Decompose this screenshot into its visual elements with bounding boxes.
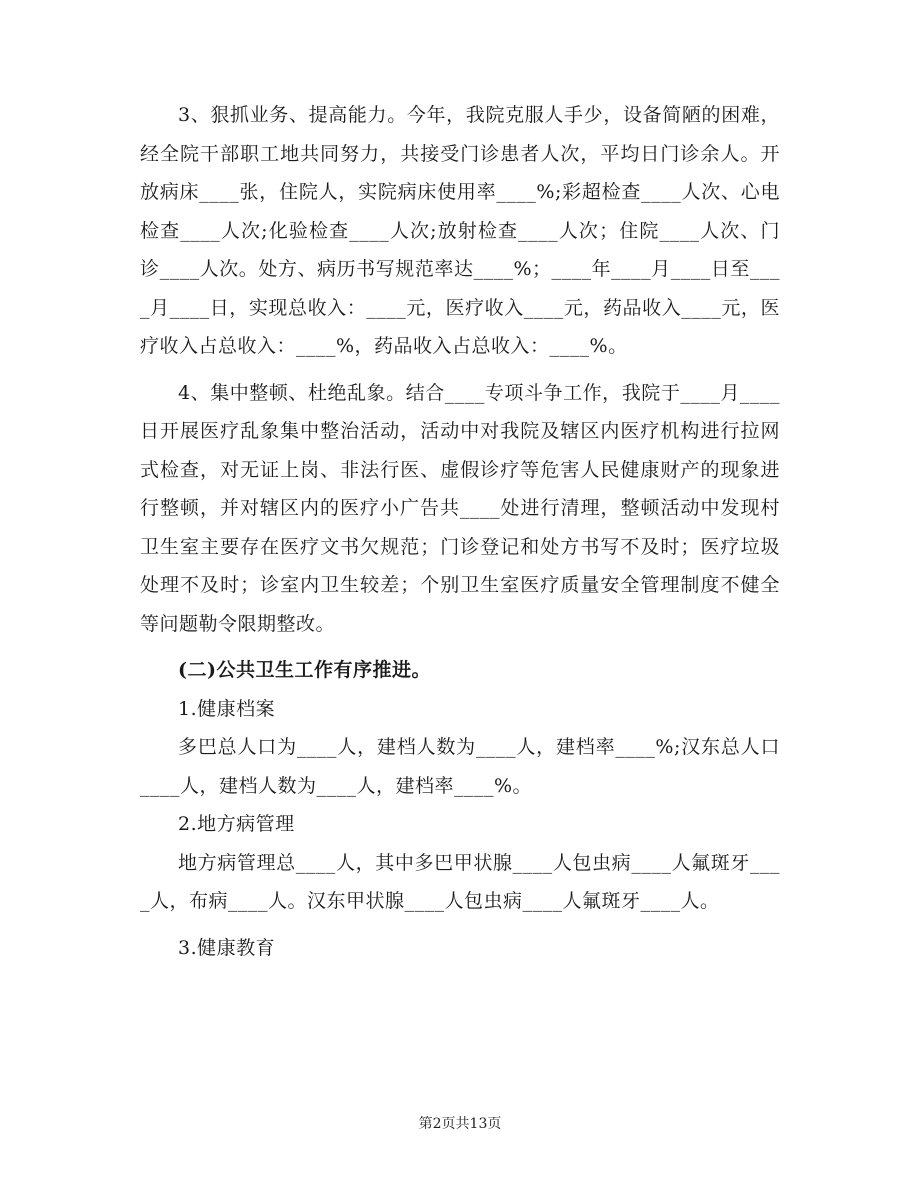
paragraph-health-records: 多巴总人口为____人，建档人数为____人，建档率____%;汉东总人口____人，建档人数为____人，建档率____%。 (140, 736, 780, 797)
document-body (140, 96, 780, 967)
subheading-health-records: 1.健康档案 (178, 697, 276, 720)
paragraph-item-4: 4、集中整顿、杜绝乱象。结合____专项斗争工作，我院于____月____日开展医疗乱象集中整治活动，活动中对我院及辖区内医疗机构进行拉网式检查，对无证上岗、非法行医、虚假诊疗等危害人民健康财产的现象进行整顿，并对辖区内的医疗小广告共____处进行清理，整顿活动中发现村卫生室主要存在医疗文书欠规范；门诊登记和处方书写不及时；医疗垃圾处理不及时；诊室内卫生较差；个别卫生室医疗质量安全管理制度不健全等问题勒令限期整改。 (140, 381, 780, 635)
subheading-health-education: 3.健康教育 (178, 936, 276, 959)
subheading-endemic-disease: 2.地方病管理 (178, 813, 295, 835)
paragraph-item-3: 3、狠抓业务、提高能力。今年，我院克服人手少，设备简陋的困难，经全院干部职工地共同努力，共接受门诊患者人次，平均日门诊余人。开放病床____张，住院人，实院病床使用率____%;彩超检查____人次、心电检查____人次;化验检查____人次;放射检查____人次；住院____人次、门诊____人次。处方、病历书写规范率达____%；____年____月____日至____月____日，实现总收入：____元，医疗收入____元，药品收入____元，医疗收入占总收入：____%，药品收入占总收入：____%。 (140, 104, 780, 357)
page-number-footer: 第2页共13页 (418, 1116, 502, 1132)
section-heading-public-health: (二)公共卫生工作有序推进。 (178, 659, 431, 681)
paragraph-endemic-disease: 地方病管理总____人，其中多巴甲状腺____人包虫病____人氟斑牙____人，布病____人。汉东甲状腺____人包虫病____人氟斑牙____人。 (140, 851, 780, 912)
